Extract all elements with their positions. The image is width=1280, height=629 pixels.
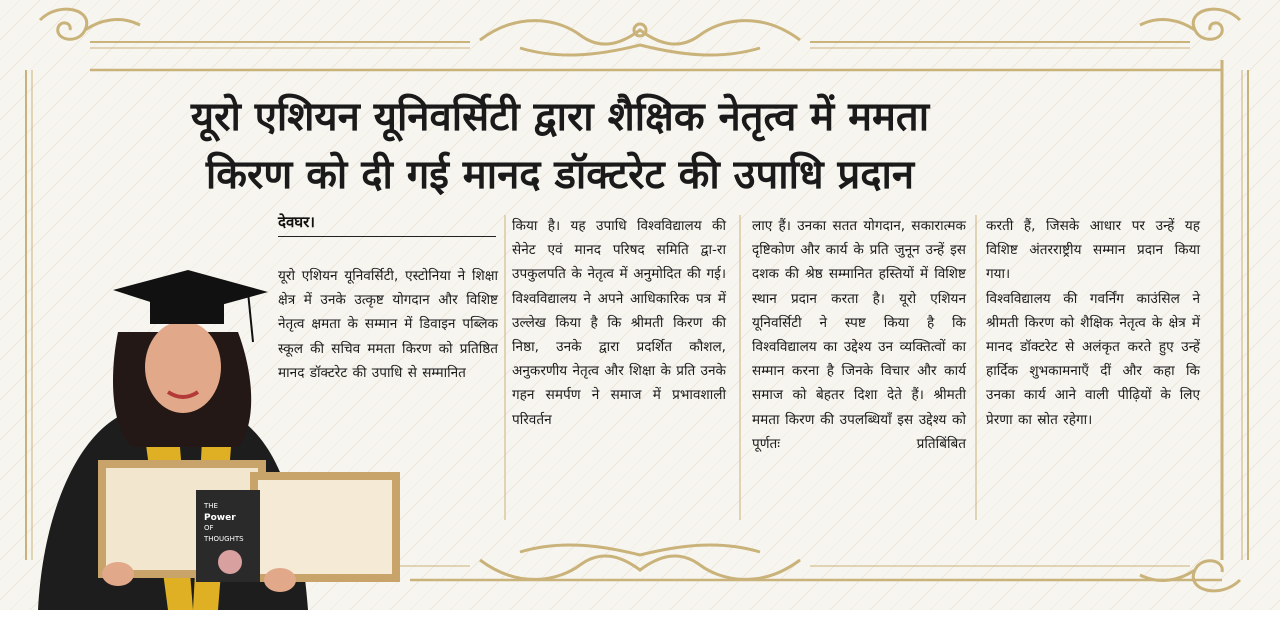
book-title-line: OF <box>204 524 214 532</box>
graduate-photo <box>18 262 408 610</box>
bottom-strip <box>0 610 1280 629</box>
article-column-2: किया है। यह उपाधि विश्वविद्यालय की सेनेट एवं मानद परिषद समिति द्वा-रा उपकुलपति के नेतृत्व में अनुमोदित की गई। विश्वविद्यालय ने अपने आधिकारिक पत्र में उल्लेख किया है कि श्रीमती किरण की निष्ठा, उनके द्वारा प्रदर्शित कौशल, अनुकरणीय नेतृत्व और शिक्षा के प्रति उनके गहन समर्पण ने समाज में प्रभावशाली परिवर्तन <box>512 218 726 428</box>
article-paragraph: करती हैं, जिसके आधार पर उन्हें यह विशिष्ट अंतरराष्ट्रीय सम्मान प्रदान किया गया। <box>986 218 1200 283</box>
dateline: देवघर। <box>278 212 496 237</box>
article-paragraph: विश्वविद्यालय की गवर्निंग काउंसिल ने श्रीमती किरण को शैक्षिक नेतृत्व के क्षेत्र में मानद डॉक्टरेट से अलंकृत करते हुए उन्हें हार्दिक शुभकामनाएँ दीं और कहा कि उनका कार्य आने वाली पीढ़ियों के लिए प्रेरणा का स्रोत रहेगा। <box>986 290 1200 428</box>
book-title-line: THOUGHTS <box>204 535 244 543</box>
headline <box>100 88 1020 204</box>
headline-line-2: किरण को दी गई मानद डॉक्टरेट की उपाधि प्रदान <box>205 152 915 198</box>
hand <box>102 562 134 586</box>
hand <box>264 568 296 592</box>
article-column-4 <box>986 214 1200 432</box>
article-column-1: यूरो एशियन यूनिवर्सिटी, एस्टोनिया ने शिक्षा क्षेत्र में उनके उत्कृष्ट योगदान और विशिष्ट नेतृत्व क्षमता के सम्मान में डिवाइन पब्लिक स्कूल की सचिव ममता किरण को प्रतिष्ठित मानद डॉक्टरेट की उपाधि से सम्मानित <box>278 268 498 381</box>
book-title-line: Power <box>204 513 236 523</box>
face <box>145 321 221 413</box>
book-title-line: THE <box>204 502 218 510</box>
headline-line-1: यूरो एशियन यूनिवर्सिटी द्वारा शैक्षिक नेतृत्व में ममता <box>190 94 930 140</box>
cap-tassel <box>248 292 253 342</box>
article-column-3: लाए हैं। उनका सतत योगदान, सकारात्मक दृष्टिकोण और कार्य के प्रति जुनून उन्हें इस दशक की श्रेष्ठ सम्मानित हस्तियों में विशिष्ट स्थान प्रदान करता है। यूरो एशियन यूनिवर्सिटी ने स्पष्ट किया है कि विश्वविद्यालय का उद्देश्य उन व्यक्तित्वों का सम्मान करना है जिनके विचार और कार्य समाज को बेहतर दिशा देते हैं। श्रीमती ममता किरण की उपलब्धियाँ इस उद्देश्य को पूर्णतः प्रतिबिंबित <box>752 218 966 452</box>
